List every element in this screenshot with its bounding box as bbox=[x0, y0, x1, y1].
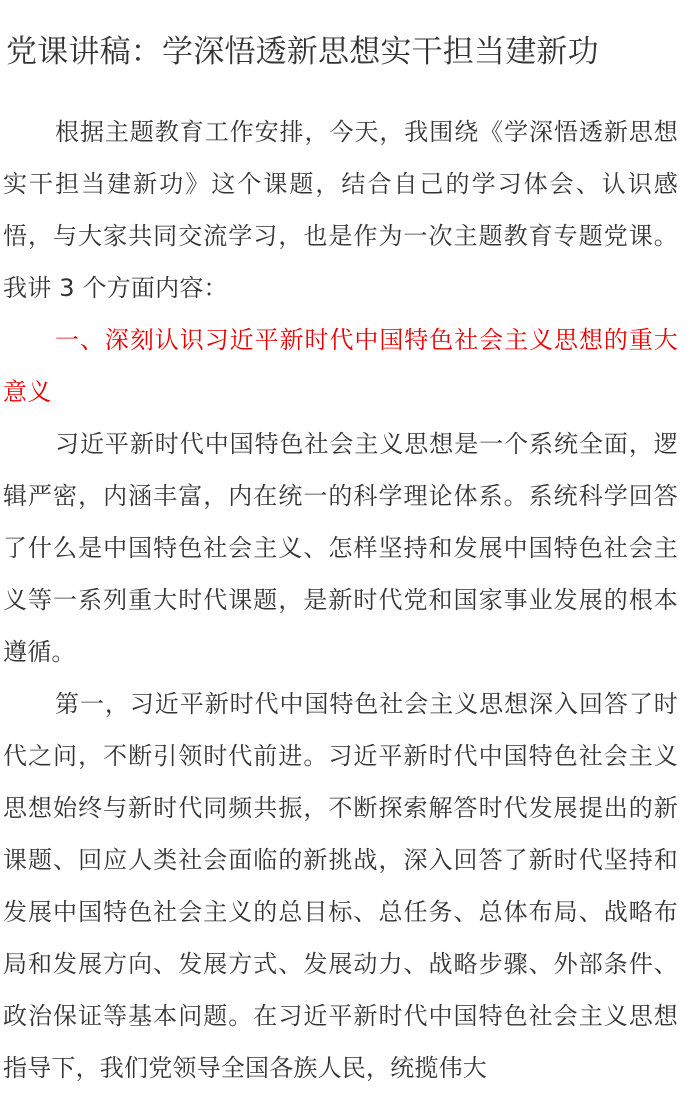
document-title: 党课讲稿：学深悟透新思想实干担当建新功 bbox=[6, 34, 599, 70]
body-paragraph: 第一，习近平新时代中国特色社会主义思想深入回答了时代之问，不断引领时代前进。习近平新时代中国特色社会主义思想始终与新时代同频共振，不断探索解答时代发展提出的新课题、回应人类社会面临的新挑战，深入回答了新时代坚持和发展中国特色社会主义的总目标、总任务、总体布局、战略布局和发展方向、发展方式、发展动力、战略步骤、外部条件、政治保证等基本问题。在习近平新时代中国特色社会主义思想指导下，我们党领导全国各族人民，统揽伟大 bbox=[3, 690, 678, 1082]
section-heading-1: 一、深刻认识习近平新时代中国特色社会主义思想的重大意义 bbox=[3, 326, 678, 406]
article-body bbox=[3, 106, 678, 1094]
body-paragraph: 习近平新时代中国特色社会主义思想是一个系统全面，逻辑严密，内涵丰富，内在统一的科学理论体系。系统科学回答了什么是中国特色社会主义、怎样坚持和发展中国特色社会主义等一系列重大时代课题，是新时代党和国家事业发展的根本遵循。 bbox=[3, 430, 678, 666]
intro-paragraph: 根据主题教育工作安排，今天，我围绕《学深悟透新思想实干担当建新功》这个课题，结合自己的学习体会、认识感悟，与大家共同交流学习，也是作为一次主题教育专题党课。我讲 3 个方面内容： bbox=[3, 118, 678, 302]
